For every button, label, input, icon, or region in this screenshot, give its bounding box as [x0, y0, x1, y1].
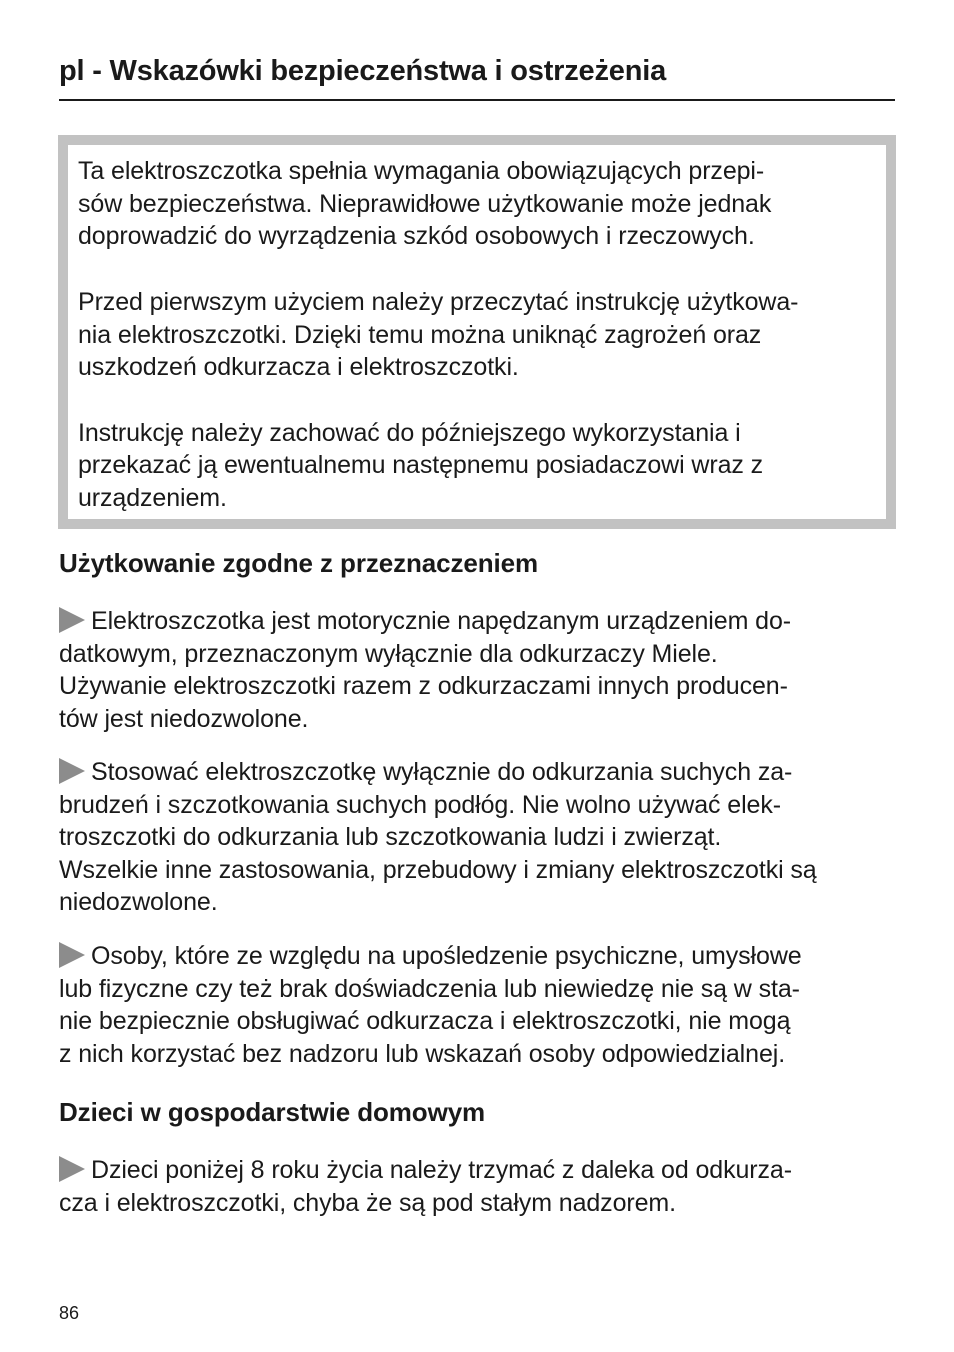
section-heading-intended-use: Użytkowanie zgodne z przeznaczeniem — [59, 548, 539, 578]
title-divider — [59, 99, 895, 101]
list-item-text: Dzieci poniżej 8 roku życia należy trzymać z daleka od odkurza- cza i elektroszczotki, chyba że są pod stałym nadzorem. — [59, 1156, 792, 1217]
list-item-text: Stosować elektroszczotkę wyłącznie do odkurzania suchych za- brudzeń i szczotkowania suchych podłóg. Nie wolno używać elek- troszczotki do odkurzania lub szczotkowania ludzi i zwierząt. Wszelkie inne zastosowania, przebudowy i zmiany elektroszczotki są niedozwolone. — [59, 758, 817, 916]
safety-notice-box — [58, 135, 896, 529]
notice-paragraph-compliance: Ta elektroszczotka spełnia wymagania obowiązujących przepi- sów bezpieczeństwa. Nieprawidłowe użytkowanie może jednak doprowadzić do wyrządzenia szkód osobowych i rzeczowych. — [78, 157, 772, 251]
warning-triangle-bullet-icon — [59, 758, 85, 784]
list-item — [59, 1154, 909, 1219]
list-item — [59, 756, 909, 919]
list-item-text: Elektroszczotka jest motorycznie napędzanym urządzeniem do- datkowym, przeznaczonym wyłącznie dla odkurzaczy Miele. Używanie elektroszczotki razem z odkurzaczami innych producen- tów jest niedozwolone. — [59, 607, 791, 733]
section-heading-children: Dzieci w gospodarstwie domowym — [59, 1097, 486, 1127]
list-item-text: Osoby, które ze względu na upośledzenie psychiczne, umysłowe lub fizyczne czy też brak doświadczenia lub niewiedzę nie są w sta- nie bezpiecznie obsługiwać odkurzacza i elektroszczotki, nie mogą z nich korzystać bez nadzoru lub wskazań osoby odpowiedzialnej. — [59, 942, 802, 1068]
page-title: pl - Wskazówki bezpieczeństwa i ostrzeżenia — [59, 55, 667, 87]
safety-notice-content — [68, 145, 886, 519]
warning-triangle-bullet-icon — [59, 607, 85, 633]
list-item — [59, 940, 909, 1070]
warning-triangle-bullet-icon — [59, 1156, 85, 1182]
list-item — [59, 605, 909, 735]
notice-paragraph-read-manual: Przed pierwszym użyciem należy przeczytać instrukcję użytkowa- nia elektroszczotki. Dzięki temu można uniknąć zagrożeń oraz uszkodzeń odkurzacza i elektroszczotki. — [78, 287, 799, 382]
page-number: 86 — [59, 1303, 80, 1323]
warning-triangle-bullet-icon — [59, 942, 85, 968]
notice-paragraph-keep-manual: Instrukcję należy zachować do późniejszego wykorzystania i przekazać ją ewentualnemu następnemu posiadaczowi wraz z urządzeniem. — [78, 418, 764, 512]
